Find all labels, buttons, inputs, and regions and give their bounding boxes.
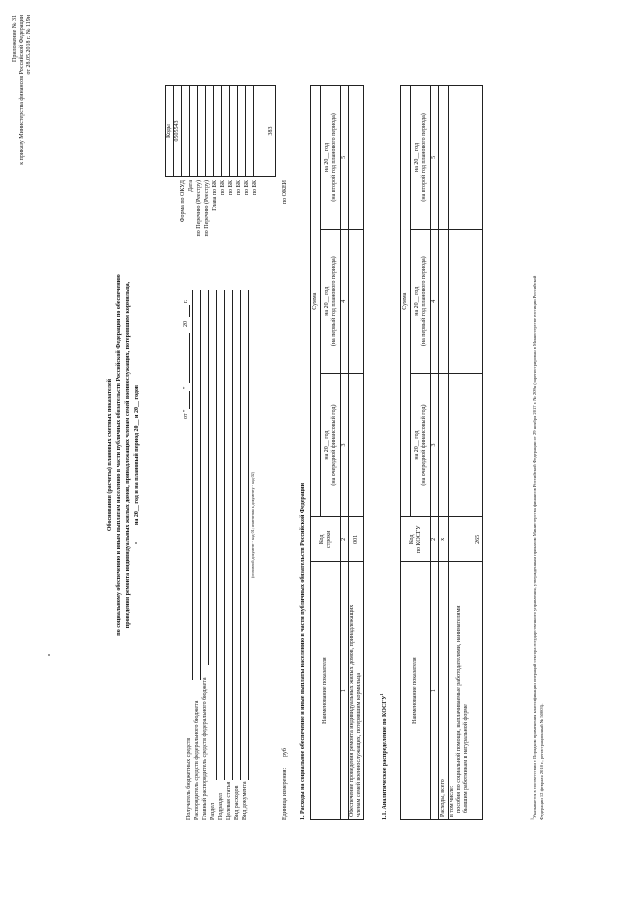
s11-row-a-l2: бывшим работникам в натуральной форме	[463, 704, 469, 813]
s11-row-a-year-1	[449, 373, 483, 517]
s11-head-code-l2: по КОСГУ	[415, 525, 422, 554]
s11-head-year-2-l2: (на первый год планового периода)	[420, 256, 427, 347]
s1-row-code: 001	[349, 517, 364, 562]
s11-head-year-1-l2: (на очередной финансовый год)	[420, 404, 427, 486]
title-line-1: Обоснования (расчеты) плановых сметных показателей	[107, 378, 113, 532]
code-label-okei: по ОКЕИ	[282, 180, 288, 205]
s1-head-code-l2: строки	[325, 530, 332, 549]
s11-head-year-3-l1: на 20__ год	[413, 142, 420, 172]
code-bk-5	[246, 86, 254, 177]
code-bk-2	[222, 86, 230, 177]
code-label-bk-3: по БК	[236, 180, 242, 196]
field-label-distributor: Распорядитель средств федерального бюджета	[194, 700, 200, 820]
date-month-blank	[189, 333, 190, 383]
codes-table	[165, 85, 276, 177]
s11-head-year-3	[411, 86, 431, 230]
section-1-table	[310, 85, 364, 820]
doc-type-hint: (основной документ - код 01; изменения к документу - код 02)	[250, 472, 255, 578]
date-prefix: от "	[183, 409, 189, 419]
code-date	[182, 86, 190, 177]
code-chapter	[206, 86, 214, 177]
title-line-2: по социальному обеспечению и иным выплатам населению в части публичных обязательств Российской Федерации по обеспечению	[116, 274, 122, 636]
code-label-bk-2: по БК	[228, 180, 234, 196]
s11-row-total: Расходы, всего	[439, 562, 449, 820]
field-label-section: Раздел	[210, 803, 216, 820]
s1-head-year-3	[321, 86, 341, 230]
s1-row-year-2	[349, 229, 364, 373]
code-label-registry-2: по Перечню (Реестру)	[204, 180, 210, 237]
s11-head-year-1-l1: на 20__ год	[413, 430, 420, 460]
date-g: г.	[183, 299, 189, 303]
date-mid: "	[183, 386, 189, 389]
field-label-expense-type: Вид расходов	[234, 785, 240, 820]
s11-row-a-year-2	[449, 229, 483, 373]
code-registry-1	[190, 86, 198, 177]
code-bk-1	[214, 86, 222, 177]
field-label-main-distributor: Главный распорядитель средств федерального бюджета	[202, 677, 208, 820]
s11-num-5: 5	[431, 86, 439, 230]
s1-head-year-2-l2: (на первый год планового периода)	[330, 256, 337, 347]
s11-head-sum: Сумма	[401, 86, 411, 517]
s1-head-year-2-l1: на 20__ год	[323, 286, 330, 316]
s11-row-total-year-3	[439, 86, 449, 230]
s1-num-5: 5	[341, 86, 349, 230]
s1-num-2: 2	[341, 517, 349, 562]
s1-head-sum: Сумма	[311, 86, 321, 517]
s11-num-2: 2	[431, 517, 439, 562]
title-line-4: на 20__ год и на плановый период 20__ и 20__ годов	[134, 384, 140, 526]
s11-row-incl: в том числе:	[449, 785, 455, 817]
appendix-line-3: от 28.05.2018 г. № 119н	[26, 15, 32, 75]
s1-row-year-3	[349, 86, 364, 230]
s11-head-year-3-l2: (на второй год планового периода)	[420, 113, 427, 202]
s1-head-code	[311, 517, 341, 562]
field-label-recipient: Получатель бюджетных средств	[186, 737, 192, 820]
code-bk-4	[238, 86, 246, 177]
s1-head-year-1-l2: (на очередной финансовый год)	[330, 404, 337, 486]
field-line-target-article	[232, 290, 233, 780]
s11-head-name: Наименование показателя	[401, 562, 431, 820]
s11-num-3: 3	[431, 373, 439, 517]
s11-head-code-l1: Код	[408, 534, 415, 545]
s1-head-year-3-l2: (на второй год планового периода)	[330, 113, 337, 202]
section-1-1-title	[379, 693, 389, 820]
code-label-date: Дата	[188, 180, 194, 192]
s11-head-year-2-l1: на 20__ год	[413, 286, 420, 316]
code-registry-2	[198, 86, 206, 177]
unit-label: Единица измерения:	[282, 767, 288, 820]
date-year-blank	[189, 305, 190, 317]
s11-head-year-1	[411, 373, 431, 517]
appendix-line-1: Приложение № 31	[12, 15, 18, 62]
s1-row-year-1	[349, 373, 364, 517]
field-line-doc-type	[248, 290, 249, 780]
code-label-registry-1: по Перечню (Реестру)	[196, 180, 202, 237]
s11-row-a-l1: пособия по социальной помощи, выплачиваемые работодателями, нанимателями	[456, 605, 462, 813]
footnote-text-1: Указывается в соответствии с Порядком применения классификации операций сектора государственного управления, утвержденным приказом Министерства финансов Российской Федерации от 29 ноября 2017 г. № 209н (зарегистрирован в Министерстве юстиции Российской	[532, 275, 537, 818]
s1-head-year-1-l1: на 20__ год	[323, 430, 330, 460]
s1-head-year-2	[321, 229, 341, 373]
s1-head-code-l1: Код	[318, 534, 325, 545]
s11-head-code	[401, 517, 431, 562]
field-line-distributor	[200, 290, 201, 680]
unit-value: руб	[282, 748, 288, 757]
field-line-recipient	[192, 290, 193, 680]
s1-num-4: 4	[341, 229, 349, 373]
codes-header: Коды	[166, 86, 174, 177]
code-label-okud: Форма по ОКУД	[180, 180, 186, 223]
s11-row-a-year-3	[449, 86, 483, 230]
s1-row-name	[349, 562, 364, 820]
s11-row-total-year-1	[439, 373, 449, 517]
code-label-chapter: Глава по БК	[212, 180, 218, 211]
s1-row-name-l2: членам семей военнослужащих, потерявшим кормильца	[356, 672, 362, 817]
code-label-bk-1: по БК	[220, 180, 226, 196]
section-1-1-table	[400, 85, 483, 820]
code-bk-3	[230, 86, 238, 177]
s1-head-year-1	[321, 373, 341, 517]
s1-num-3: 3	[341, 373, 349, 517]
section-1-1-title-text: 1.1. Аналитическое распределение по КОСГУ	[382, 695, 388, 820]
s11-row-a-name	[449, 562, 483, 820]
s1-num-1: 1	[341, 562, 349, 820]
appendix-line-2: к приказу Министерства финансов Российской Федерации	[19, 15, 25, 165]
field-line-section	[216, 290, 217, 780]
s1-head-name: Наименование показателя	[311, 562, 341, 820]
section-1-title: 1. Расходы на социальное обеспечение и иные выплаты населению в части публичных обязательств Российской Федерации	[300, 482, 306, 820]
code-label-bk-5: по БК	[252, 180, 258, 196]
section-1-1-title-sup: 1	[379, 693, 384, 696]
date-day-blank	[189, 391, 190, 409]
code-label-bk-4: по БК	[244, 180, 250, 196]
s1-row-name-l1: Обеспечение проведения ремонта индивидуальных жилых домов, принадлежащих	[349, 604, 355, 817]
s11-head-year-2	[411, 229, 431, 373]
s1-head-year-3-l1: на 20__ год	[323, 142, 330, 172]
s11-num-4: 4	[431, 229, 439, 373]
field-line-expense-type	[240, 290, 241, 780]
s11-row-total-code: x	[439, 517, 449, 562]
title-line-3: проведения ремонта индивидуальных жилых домов, принадлежащих членам семей военнослужащих, потерявшим кормильца,	[125, 281, 131, 629]
code-okud: 0505543	[174, 86, 182, 177]
s11-row-total-year-2	[439, 229, 449, 373]
field-label-subsection: Подраздел	[218, 793, 224, 820]
footnote-line-1	[529, 275, 538, 820]
s11-row-a-code: 265	[449, 517, 483, 562]
code-okei: 383	[254, 86, 276, 177]
s11-num-1: 1	[431, 562, 439, 820]
footnote-line-2: Федерации 12 февраля 2018 г., регистрационный № 50003).	[539, 703, 544, 820]
field-label-doc-type: Вид документа	[242, 781, 248, 820]
field-label-target-article: Целевая статья	[226, 781, 232, 820]
field-line-main-distributor	[208, 290, 209, 665]
date-year: 20	[183, 321, 189, 327]
field-line-subsection	[224, 290, 225, 780]
footnote-mark: 1	[529, 818, 535, 820]
